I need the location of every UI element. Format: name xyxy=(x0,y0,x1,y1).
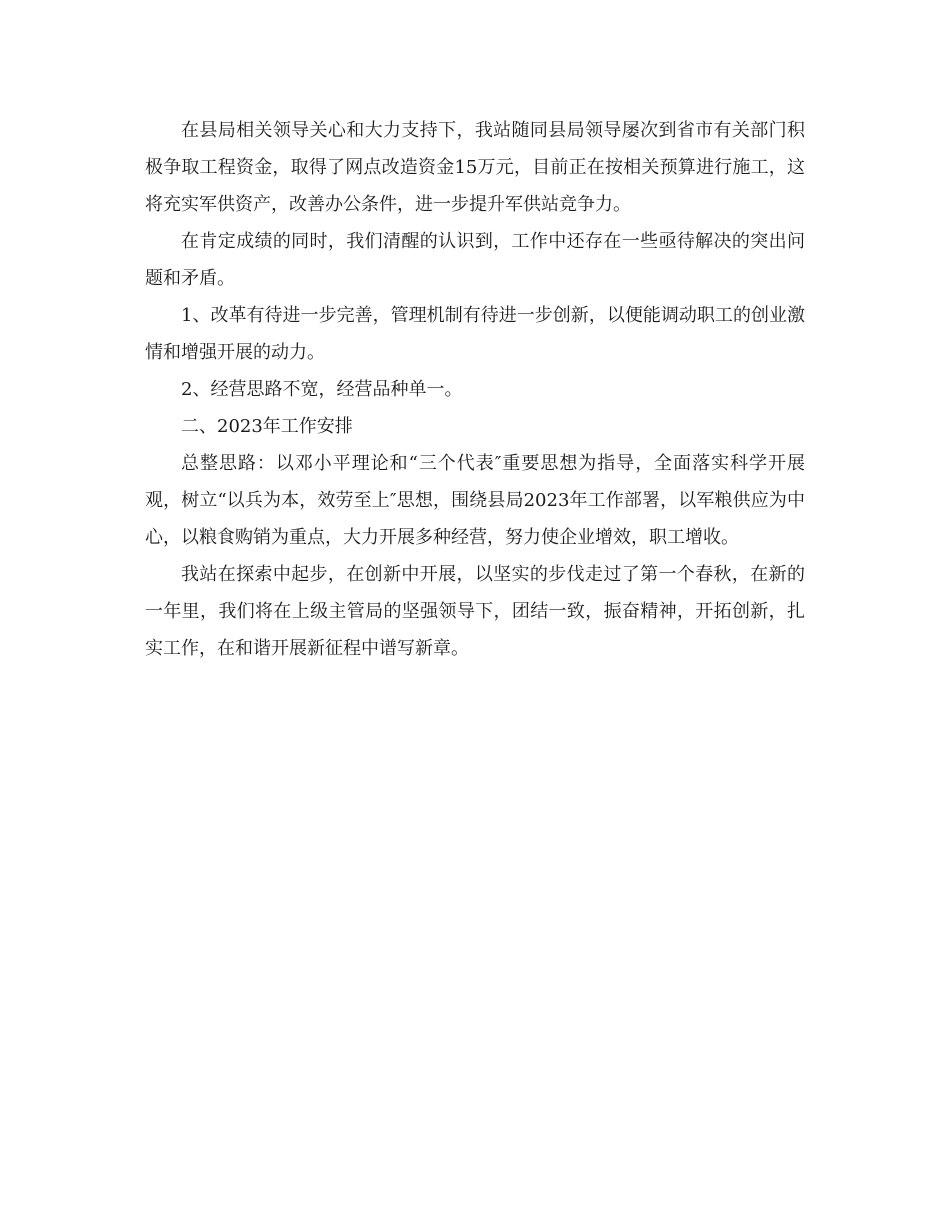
section-heading-2023-plan: 二、2023年工作安排 xyxy=(181,416,353,437)
paragraph-funding: 在县局相关领导关心和大力支持下，我站随同县局领导屡次到省市有关部门积极争取工程资金，取得了网点改造资金15万元，目前正在按相关预算进行施工，这将充实军供资产，改善办公条件，进一步提升军供站竞争力。 xyxy=(145,120,805,215)
paragraph-problem-2: 2、经营思路不宽，经营品种单一。 xyxy=(181,379,463,400)
paragraph-problems-intro: 在肯定成绩的同时，我们清醒的认识到，工作中还存在一些亟待解决的突出问题和矛盾。 xyxy=(145,231,805,289)
paragraph-closing: 我站在探索中起步，在创新中开展，以坚实的步伐走过了第一个春秋，在新的一年里，我们将在上级主管局的坚强领导下，团结一致，振奋精神，开拓创新，扎实工作，在和谐开展新征程中谱写新章。 xyxy=(145,564,805,659)
document-body xyxy=(145,112,805,667)
paragraph-problem-1: 1、改革有待进一步完善，管理机制有待进一步创新，以便能调动职工的创业激情和增强开展的动力。 xyxy=(145,305,805,363)
paragraph-overall-approach: 总整思路：以邓小平理论和“三个代表″重要思想为指导，全面落实科学开展观，树立“以兵为本，效劳至上″思想，围绕县局2023年工作部署，以军粮供应为中心，以粮食购销为重点，大力开展多种经营，努力使企业增效，职工增收。 xyxy=(145,453,805,548)
